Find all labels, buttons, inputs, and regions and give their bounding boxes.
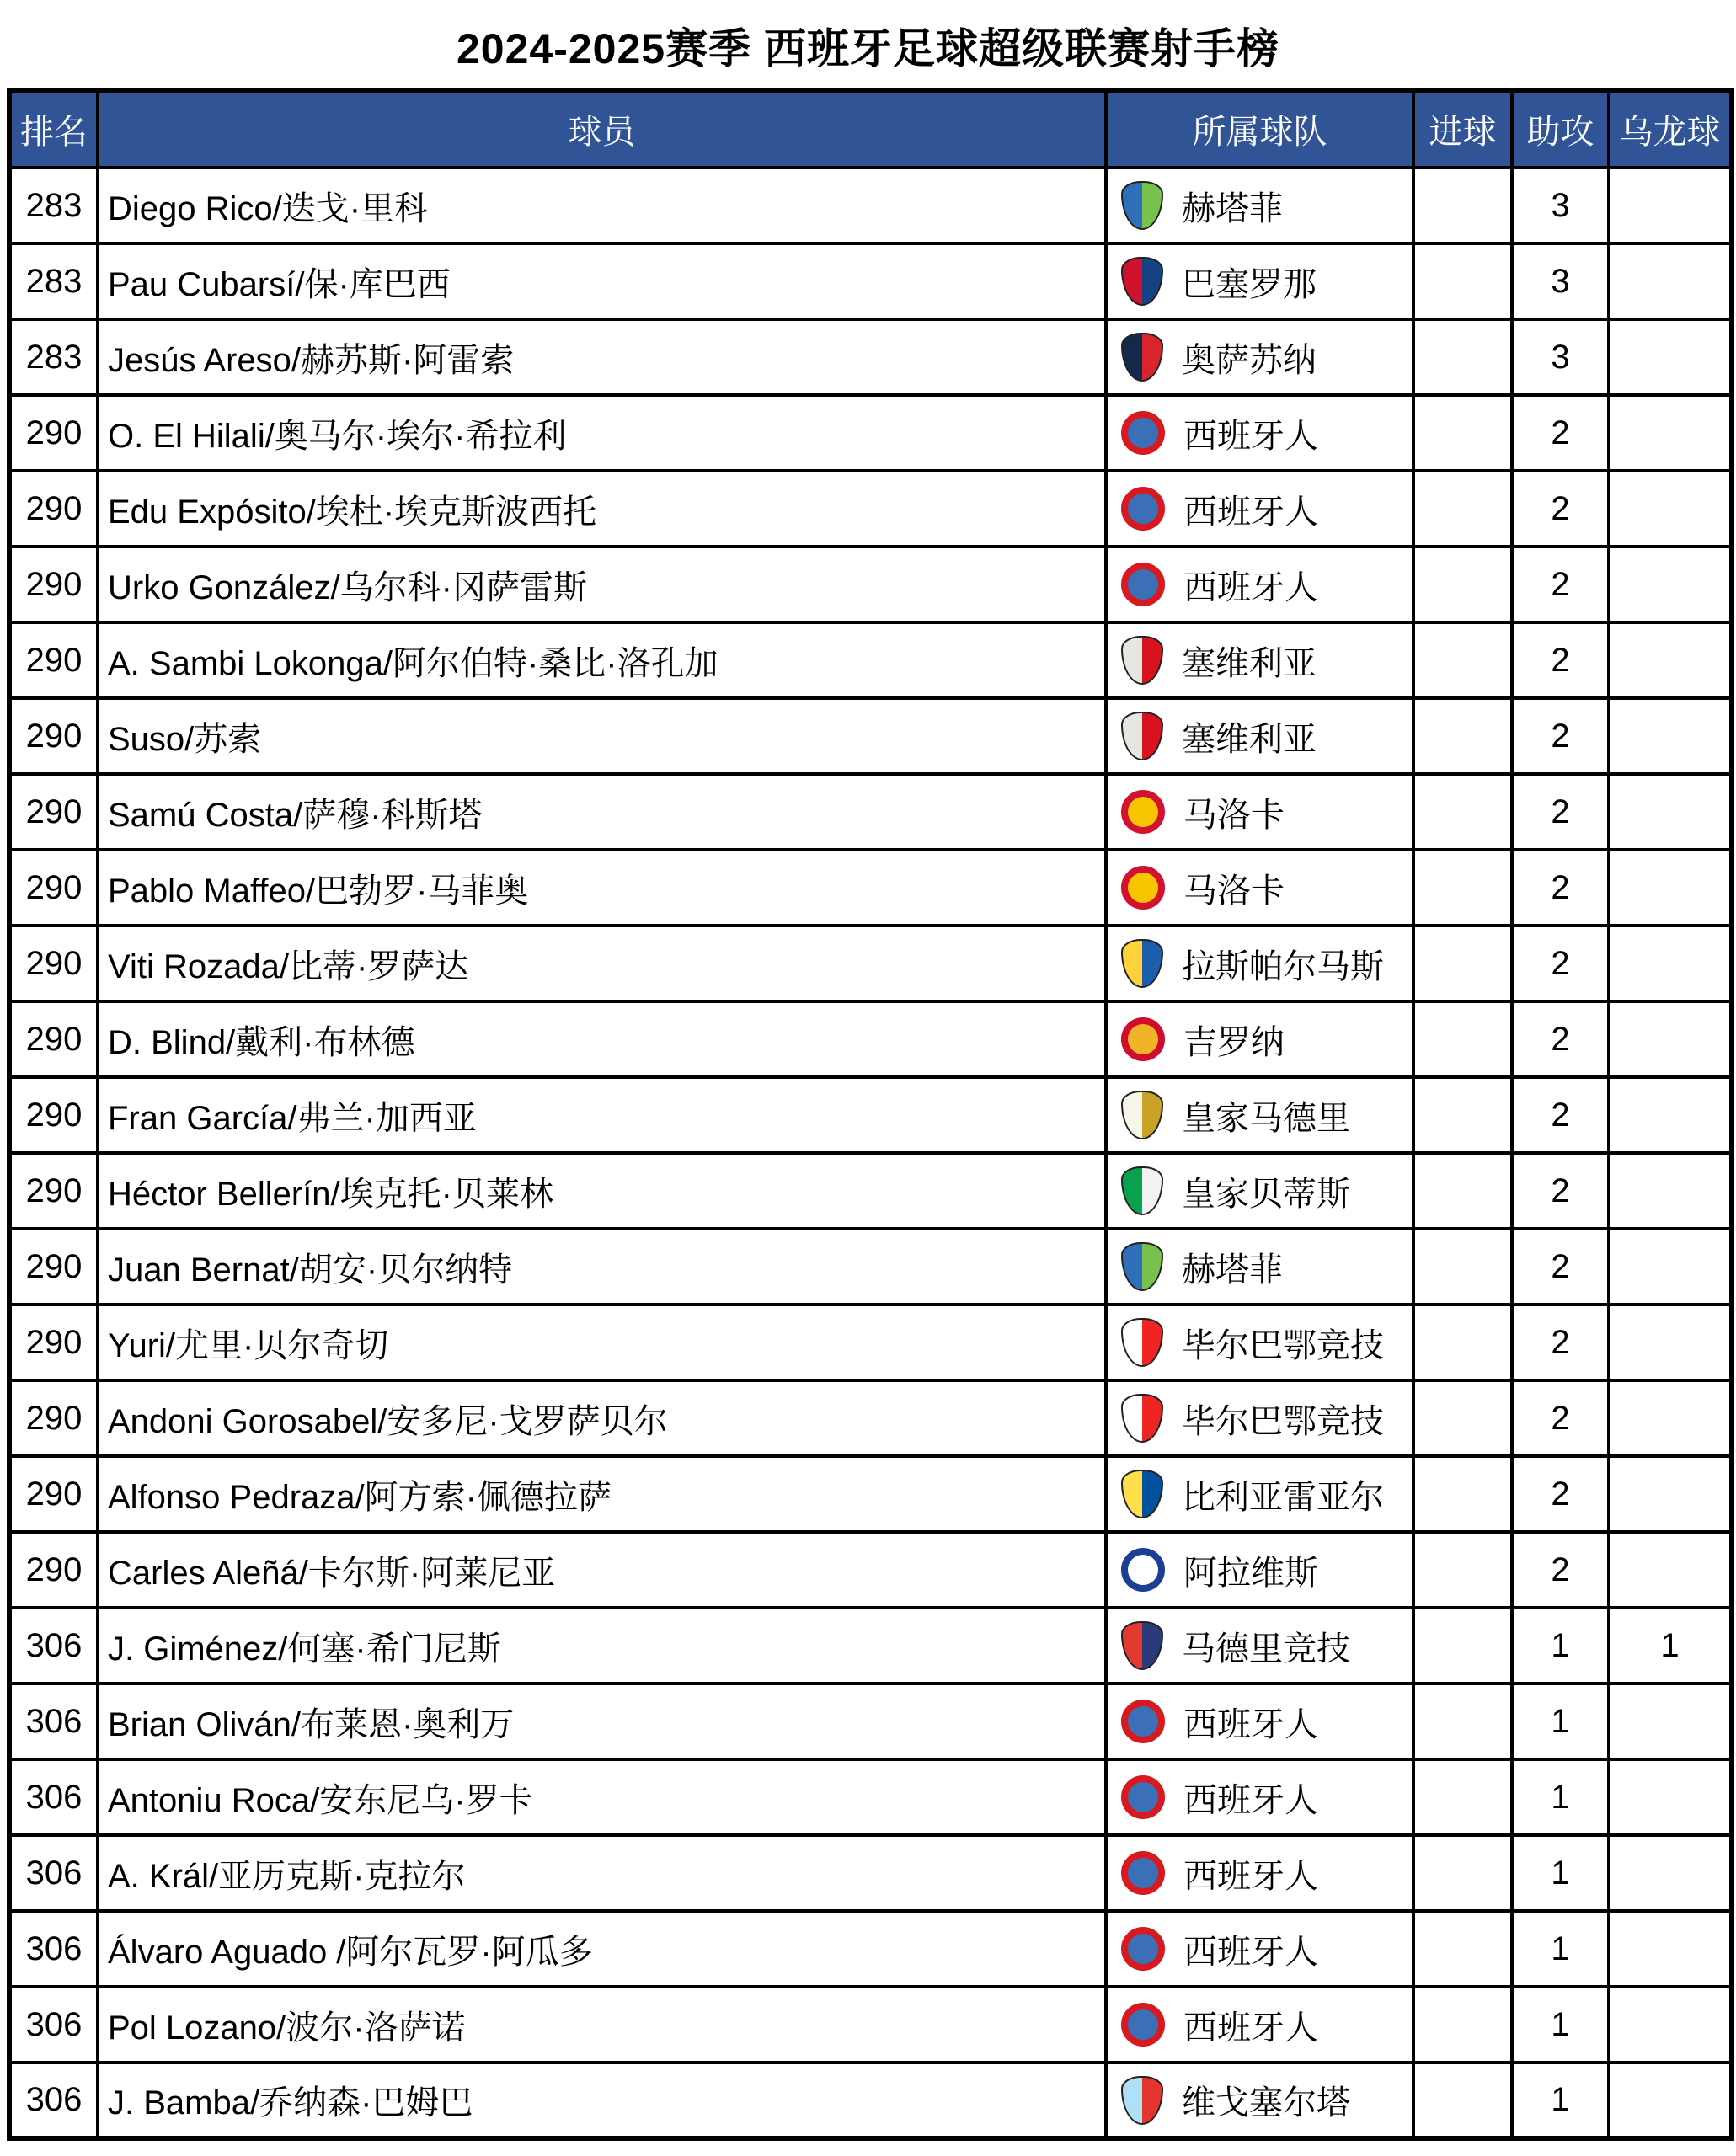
team-name: 皇家马德里 (1182, 1099, 1350, 1137)
rank-cell: 290 (9, 774, 98, 850)
goals-cell (1413, 168, 1512, 243)
rank-cell: 290 (9, 1229, 98, 1305)
las-palmas-crest-icon (1121, 939, 1163, 988)
own-goals-cell (1609, 1835, 1732, 1911)
team-name: 马洛卡 (1183, 872, 1285, 910)
assists-cell: 2 (1512, 622, 1609, 698)
assists-cell: 2 (1512, 926, 1609, 1001)
table-row (9, 774, 1732, 850)
header-goals: 进球 (1413, 90, 1512, 168)
table-row (9, 1911, 1732, 1987)
own-goals-cell (1609, 471, 1732, 547)
assists-cell: 2 (1512, 1380, 1609, 1456)
assists-cell: 1 (1512, 2063, 1609, 2138)
barcelona-crest-icon (1121, 257, 1163, 306)
own-goals-cell (1609, 1456, 1732, 1532)
own-goals-cell (1609, 1380, 1732, 1456)
villarreal-crest-icon (1121, 1470, 1163, 1518)
goals-cell (1413, 850, 1512, 926)
team-cell (1106, 471, 1413, 547)
own-goals-cell (1609, 1987, 1732, 2063)
player-cell: Suso/苏索 (98, 698, 1106, 774)
real-madrid-crest-icon (1121, 1091, 1163, 1139)
player-cell: Viti Rozada/比蒂·罗萨达 (98, 926, 1106, 1001)
own-goals-cell (1609, 243, 1732, 319)
table-row (9, 1456, 1732, 1532)
rank-cell: 290 (9, 622, 98, 698)
header-team: 所属球队 (1106, 90, 1413, 168)
assists-cell: 1 (1512, 1759, 1609, 1835)
assists-cell: 2 (1512, 1229, 1609, 1305)
own-goals-cell (1609, 1305, 1732, 1380)
table-row (9, 1305, 1732, 1380)
girona-crest-icon (1121, 1017, 1165, 1061)
table-row (9, 547, 1732, 622)
assists-cell: 3 (1512, 243, 1609, 319)
player-cell: Urko González/乌尔科·冈萨雷斯 (98, 547, 1106, 622)
team-name: 西班牙人 (1183, 568, 1318, 606)
own-goals-cell (1609, 774, 1732, 850)
assists-cell: 2 (1512, 395, 1609, 471)
own-goals-cell (1609, 1759, 1732, 1835)
goals-cell (1413, 622, 1512, 698)
table-row (9, 168, 1732, 243)
espanyol-crest-icon (1121, 1851, 1165, 1895)
team-name: 赫塔菲 (1182, 189, 1283, 227)
goals-cell (1413, 1380, 1512, 1456)
rank-cell: 290 (9, 471, 98, 547)
goals-cell (1413, 1001, 1512, 1077)
table-row (9, 926, 1732, 1001)
assists-cell: 1 (1512, 1835, 1609, 1911)
table-row (9, 243, 1732, 319)
own-goals-cell (1609, 168, 1732, 243)
mallorca-crest-icon (1121, 866, 1165, 910)
team-name: 西班牙人 (1183, 1781, 1318, 1819)
player-cell: Jesús Areso/赫苏斯·阿雷索 (98, 319, 1106, 395)
rank-cell: 306 (9, 1608, 98, 1684)
assists-cell: 2 (1512, 1305, 1609, 1380)
table-row (9, 1987, 1732, 2063)
rank-cell: 306 (9, 1684, 98, 1759)
own-goals-cell (1609, 622, 1732, 698)
espanyol-crest-icon (1121, 1927, 1165, 1971)
celta-vigo-crest-icon (1121, 2076, 1163, 2125)
goals-cell (1413, 698, 1512, 774)
rank-cell: 290 (9, 698, 98, 774)
table-row (9, 850, 1732, 926)
own-goals-cell (1609, 1684, 1732, 1759)
goals-cell (1413, 395, 1512, 471)
rank-cell: 283 (9, 243, 98, 319)
assists-cell: 2 (1512, 1153, 1609, 1229)
team-cell (1106, 850, 1413, 926)
table-row (9, 1380, 1732, 1456)
sevilla-crest-icon (1121, 712, 1163, 760)
espanyol-crest-icon (1121, 487, 1165, 531)
goals-cell (1413, 243, 1512, 319)
table-row (9, 1532, 1732, 1608)
team-cell (1106, 622, 1413, 698)
osasuna-crest-icon (1121, 333, 1163, 382)
goals-cell (1413, 1759, 1512, 1835)
assists-cell: 3 (1512, 319, 1609, 395)
alaves-crest-icon (1121, 1548, 1165, 1592)
table-row (9, 1759, 1732, 1835)
player-cell: Héctor Bellerín/埃克托·贝莱林 (98, 1153, 1106, 1229)
team-name: 皇家贝蒂斯 (1182, 1175, 1350, 1213)
team-name: 奥萨苏纳 (1182, 341, 1317, 379)
goals-cell (1413, 1456, 1512, 1532)
goals-cell (1413, 471, 1512, 547)
own-goals-cell (1609, 395, 1732, 471)
player-cell: Carles Aleñá/卡尔斯·阿莱尼亚 (98, 1532, 1106, 1608)
player-cell: A. Sambi Lokonga/阿尔伯特·桑比·洛孔加 (98, 622, 1106, 698)
table-row (9, 698, 1732, 774)
assists-cell: 2 (1512, 471, 1609, 547)
player-cell: Diego Rico/迭戈·里科 (98, 168, 1106, 243)
own-goals-cell (1609, 850, 1732, 926)
table-header (9, 90, 1732, 168)
rank-cell: 290 (9, 850, 98, 926)
rank-cell: 290 (9, 1456, 98, 1532)
team-name: 毕尔巴鄂竞技 (1182, 1326, 1384, 1364)
espanyol-crest-icon (1121, 2003, 1165, 2047)
player-cell: Fran García/弗兰·加西亚 (98, 1077, 1106, 1153)
table-row (9, 1684, 1732, 1759)
table-row (9, 2063, 1732, 2138)
assists-cell: 2 (1512, 547, 1609, 622)
rank-cell: 306 (9, 2063, 98, 2138)
header-rank: 排名 (9, 90, 98, 168)
team-cell (1106, 243, 1413, 319)
team-cell (1106, 1608, 1413, 1684)
rank-cell: 290 (9, 1077, 98, 1153)
goals-cell (1413, 1608, 1512, 1684)
team-name: 塞维利亚 (1182, 644, 1317, 682)
atletico-madrid-crest-icon (1121, 1621, 1163, 1670)
own-goals-cell (1609, 698, 1732, 774)
assists-cell: 2 (1512, 850, 1609, 926)
header-player: 球员 (98, 90, 1106, 168)
player-cell: Pol Lozano/波尔·洛萨诺 (98, 1987, 1106, 2063)
team-cell (1106, 1684, 1413, 1759)
team-cell (1106, 1911, 1413, 1987)
getafe-crest-icon (1121, 1242, 1163, 1291)
assists-cell: 2 (1512, 1077, 1609, 1153)
rank-cell: 290 (9, 1001, 98, 1077)
assists-cell: 3 (1512, 168, 1609, 243)
assists-cell: 2 (1512, 698, 1609, 774)
team-name: 维戈塞尔塔 (1182, 2084, 1350, 2121)
player-cell: Alfonso Pedraza/阿方索·佩德拉萨 (98, 1456, 1106, 1532)
table-row (9, 319, 1732, 395)
rank-cell: 306 (9, 1759, 98, 1835)
team-name: 吉罗纳 (1183, 1023, 1285, 1061)
player-cell: D. Blind/戴利·布林德 (98, 1001, 1106, 1077)
team-name: 阿拉维斯 (1183, 1554, 1318, 1592)
player-cell: Brian Oliván/布莱恩·奥利万 (98, 1684, 1106, 1759)
header-row (9, 90, 1732, 168)
assists-cell: 2 (1512, 1532, 1609, 1608)
assists-cell: 2 (1512, 1001, 1609, 1077)
player-cell: Andoni Gorosabel/安多尼·戈罗萨贝尔 (98, 1380, 1106, 1456)
own-goals-cell (1609, 547, 1732, 622)
goals-cell (1413, 1229, 1512, 1305)
team-cell (1106, 2063, 1413, 2138)
assists-cell: 1 (1512, 1987, 1609, 2063)
goals-cell (1413, 1532, 1512, 1608)
own-goals-cell: 1 (1609, 1608, 1732, 1684)
table-row (9, 622, 1732, 698)
player-cell: O. El Hilali/奥马尔·埃尔·希拉利 (98, 395, 1106, 471)
team-cell (1106, 1532, 1413, 1608)
team-name: 拉斯帕尔马斯 (1182, 947, 1384, 985)
own-goals-cell (1609, 1229, 1732, 1305)
rank-cell: 290 (9, 547, 98, 622)
team-name: 西班牙人 (1183, 417, 1318, 455)
scorers-table (7, 88, 1734, 2141)
athletic-bilbao-crest-icon (1121, 1394, 1163, 1443)
rank-cell: 290 (9, 395, 98, 471)
real-betis-crest-icon (1121, 1166, 1163, 1215)
table-row (9, 471, 1732, 547)
own-goals-cell (1609, 1153, 1732, 1229)
goals-cell (1413, 1153, 1512, 1229)
team-cell (1106, 1456, 1413, 1532)
own-goals-cell (1609, 1532, 1732, 1608)
player-cell: Pablo Maffeo/巴勃罗·马菲奥 (98, 850, 1106, 926)
team-name: 马德里竞技 (1182, 1630, 1350, 1668)
own-goals-cell (1609, 2063, 1732, 2138)
player-cell: Antoniu Roca/安东尼乌·罗卡 (98, 1759, 1106, 1835)
team-cell (1106, 395, 1413, 471)
table-row (9, 1229, 1732, 1305)
team-cell (1106, 1987, 1413, 2063)
assists-cell: 1 (1512, 1684, 1609, 1759)
goals-cell (1413, 1077, 1512, 1153)
player-cell: Pau Cubarsí/保·库巴西 (98, 243, 1106, 319)
espanyol-crest-icon (1121, 1700, 1165, 1743)
goals-cell (1413, 1835, 1512, 1911)
rank-cell: 290 (9, 926, 98, 1001)
team-cell (1106, 926, 1413, 1001)
sevilla-crest-icon (1121, 636, 1163, 685)
player-cell: Juan Bernat/胡安·贝尔纳特 (98, 1229, 1106, 1305)
goals-cell (1413, 547, 1512, 622)
player-cell: Álvaro Aguado /阿尔瓦罗·阿瓜多 (98, 1911, 1106, 1987)
team-name: 塞维利亚 (1182, 720, 1317, 758)
rank-cell: 306 (9, 1835, 98, 1911)
own-goals-cell (1609, 1911, 1732, 1987)
team-cell (1106, 1759, 1413, 1835)
team-name: 马洛卡 (1183, 796, 1285, 834)
assists-cell: 2 (1512, 1456, 1609, 1532)
own-goals-cell (1609, 1077, 1732, 1153)
page-title: 2024-2025赛季 西班牙足球超级联赛射手榜 (456, 25, 1279, 72)
team-name: 比利亚雷亚尔 (1182, 1478, 1384, 1516)
getafe-crest-icon (1121, 181, 1163, 230)
rank-cell: 306 (9, 1911, 98, 1987)
rank-cell: 283 (9, 168, 98, 243)
header-assists: 助攻 (1512, 90, 1609, 168)
team-cell (1106, 698, 1413, 774)
goals-cell (1413, 926, 1512, 1001)
team-cell (1106, 774, 1413, 850)
table-row (9, 1077, 1732, 1153)
rank-cell: 290 (9, 1532, 98, 1608)
athletic-bilbao-crest-icon (1121, 1318, 1163, 1367)
team-cell (1106, 1380, 1413, 1456)
team-name: 毕尔巴鄂竞技 (1182, 1402, 1384, 1440)
team-cell (1106, 1153, 1413, 1229)
goals-cell (1413, 1684, 1512, 1759)
team-name: 巴塞罗那 (1182, 265, 1317, 303)
team-cell (1106, 1001, 1413, 1077)
goals-cell (1413, 1911, 1512, 1987)
own-goals-cell (1609, 926, 1732, 1001)
team-cell (1106, 1305, 1413, 1380)
table-row (9, 1835, 1732, 1911)
mallorca-crest-icon (1121, 790, 1165, 834)
goals-cell (1413, 1987, 1512, 2063)
goals-cell (1413, 319, 1512, 395)
espanyol-crest-icon (1121, 1775, 1165, 1819)
player-cell: J. Bamba/乔纳森·巴姆巴 (98, 2063, 1106, 2138)
player-cell: A. Král/亚历克斯·克拉尔 (98, 1835, 1106, 1911)
team-name: 西班牙人 (1183, 1705, 1318, 1743)
team-cell (1106, 1835, 1413, 1911)
goals-cell (1413, 2063, 1512, 2138)
own-goals-cell (1609, 1001, 1732, 1077)
rank-cell: 290 (9, 1305, 98, 1380)
team-name: 西班牙人 (1183, 1933, 1318, 1971)
assists-cell: 1 (1512, 1911, 1609, 1987)
team-cell (1106, 319, 1413, 395)
player-cell: Edu Expósito/埃杜·埃克斯波西托 (98, 471, 1106, 547)
rank-cell: 290 (9, 1380, 98, 1456)
espanyol-crest-icon (1121, 563, 1165, 606)
team-name: 赫塔菲 (1182, 1251, 1283, 1289)
espanyol-crest-icon (1121, 411, 1165, 455)
goals-cell (1413, 774, 1512, 850)
own-goals-cell (1609, 319, 1732, 395)
table-row (9, 1153, 1732, 1229)
assists-cell: 1 (1512, 1608, 1609, 1684)
rank-cell: 283 (9, 319, 98, 395)
team-cell (1106, 1229, 1413, 1305)
table-body (9, 168, 1732, 2138)
team-cell (1106, 1077, 1413, 1153)
assists-cell: 2 (1512, 774, 1609, 850)
player-cell: Yuri/尤里·贝尔奇切 (98, 1305, 1106, 1380)
rank-cell: 306 (9, 1987, 98, 2063)
rank-cell: 290 (9, 1153, 98, 1229)
table-row (9, 1001, 1732, 1077)
player-cell: J. Giménez/何塞·希门尼斯 (98, 1608, 1106, 1684)
team-name: 西班牙人 (1183, 2009, 1318, 2047)
goals-cell (1413, 1305, 1512, 1380)
header-own-goals: 乌龙球 (1609, 90, 1732, 168)
player-cell: Samú Costa/萨穆·科斯塔 (98, 774, 1106, 850)
team-name: 西班牙人 (1183, 493, 1318, 531)
team-cell (1106, 168, 1413, 243)
table-row (9, 395, 1732, 471)
team-cell (1106, 547, 1413, 622)
team-name: 西班牙人 (1183, 1857, 1318, 1895)
table-row (9, 1608, 1732, 1684)
